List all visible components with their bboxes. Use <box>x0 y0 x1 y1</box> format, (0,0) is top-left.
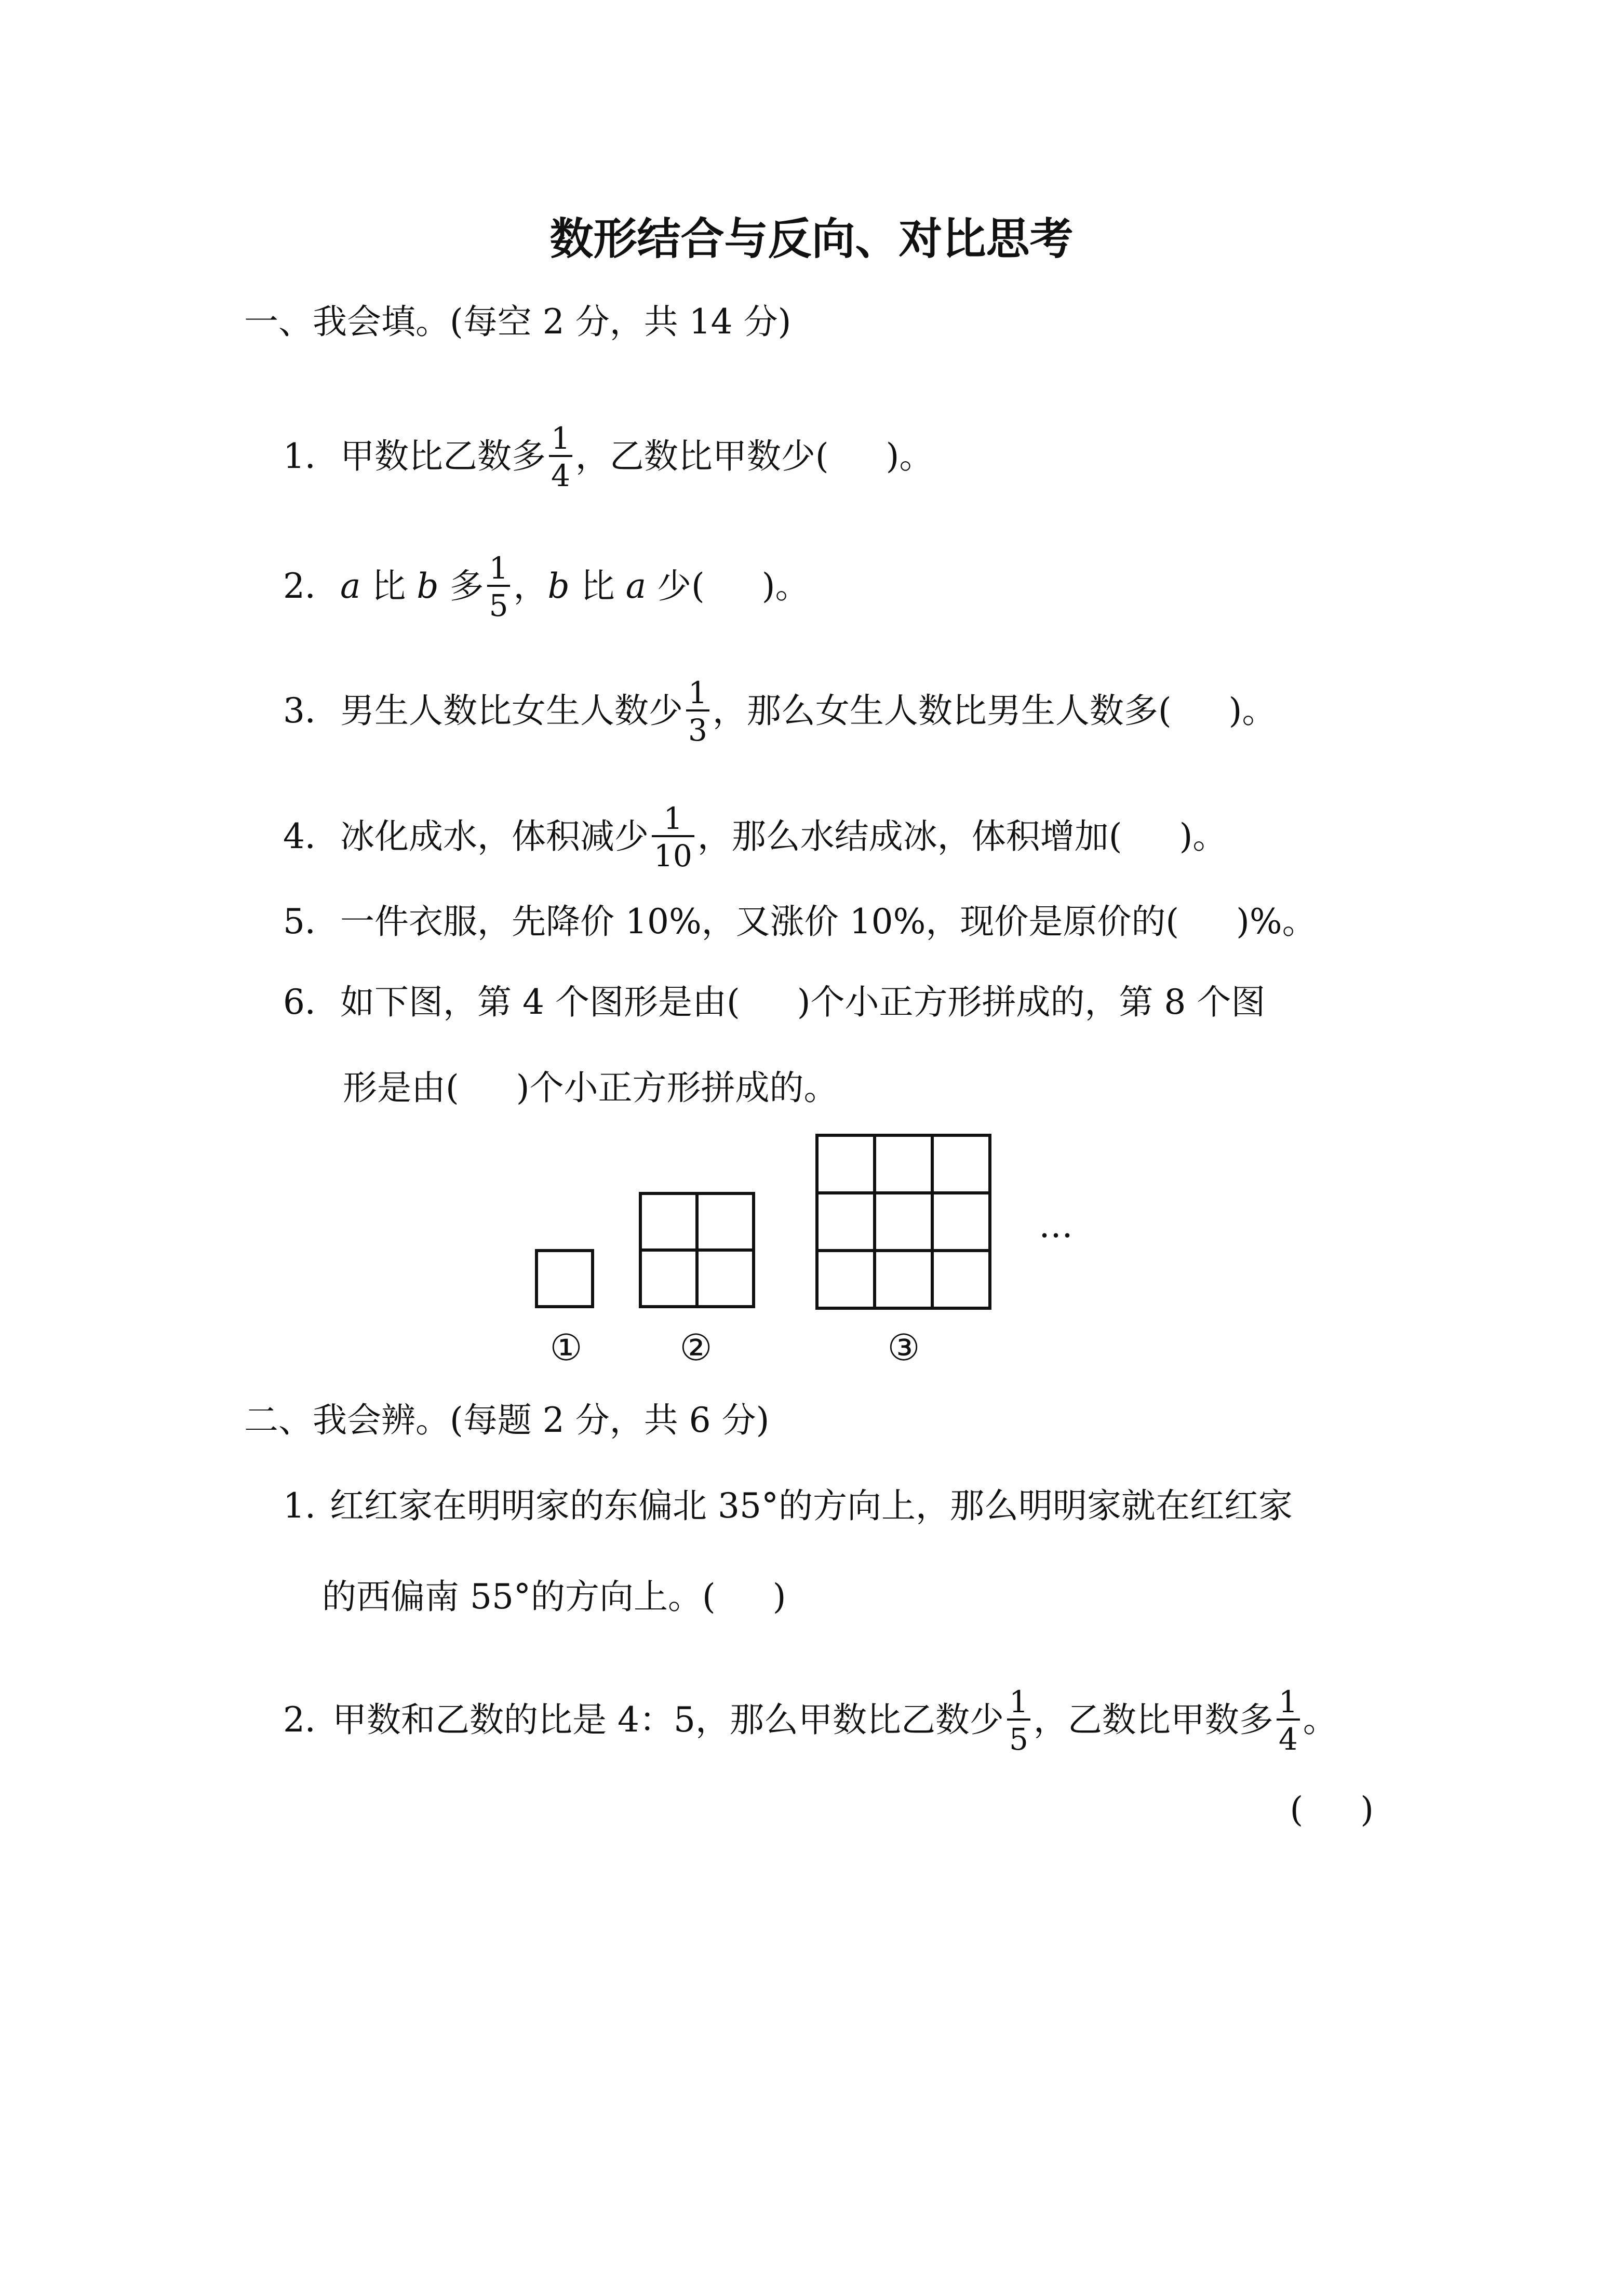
ellipsis: … <box>1039 1205 1073 1245</box>
variable-b: b <box>547 566 570 606</box>
fraction-numerator: 1 <box>663 801 683 836</box>
question-text: 的西偏南 55°的方向上。( <box>322 1577 716 1617</box>
question-number: 1． <box>283 436 339 476</box>
paren-open: ( <box>1290 1790 1304 1830</box>
fraction-denominator: 4 <box>551 458 570 493</box>
question-text: 形是由( <box>343 1068 459 1108</box>
section2-heading: 二、我会辨。(每题 2 分，共 6 分) <box>244 1400 770 1440</box>
figure-label-1: ① <box>549 1326 583 1369</box>
question-text: ， <box>513 566 548 606</box>
question-2-1-line2 <box>322 1574 786 1620</box>
question-number: 3． <box>283 691 339 731</box>
small-square <box>873 1134 934 1194</box>
question-text: 少( <box>646 566 705 606</box>
question-text: ，乙数比甲数少( <box>575 436 829 476</box>
small-square <box>873 1191 934 1252</box>
question-2-1-line1 <box>283 1483 1293 1529</box>
fraction-denominator: 5 <box>489 588 508 623</box>
question-text: 甲数和乙数的比是 4：5，那么甲数比乙数少 <box>332 1700 1004 1740</box>
question-text: 一件衣服，先降价 10%，又涨价 10%，现价是原价的( <box>340 902 1179 942</box>
answer-paren <box>1290 1787 1374 1833</box>
question-text: )%。 <box>1236 902 1317 942</box>
paren-close: ) <box>1360 1790 1374 1830</box>
small-square <box>815 1249 876 1310</box>
question-number: 6． <box>283 982 339 1022</box>
small-square <box>931 1134 991 1194</box>
question-text: ，那么女生人数比男生人数多( <box>712 691 1172 731</box>
variable-a: a <box>340 566 361 606</box>
small-square <box>931 1191 991 1252</box>
figure-label-3: ③ <box>887 1326 920 1369</box>
small-square <box>815 1134 876 1194</box>
question-text: 多 <box>438 566 484 606</box>
question-number: 2． <box>283 566 339 606</box>
variable-a: a <box>625 566 647 606</box>
question-2-2 <box>283 1685 1337 1760</box>
figure-label-2: ② <box>679 1326 713 1369</box>
question-text: 男生人数比女生人数少 <box>340 691 683 731</box>
question-text: 红红家在明明家的东偏北 35°的方向上，那么明明家就在红红家 <box>330 1486 1293 1526</box>
small-square <box>639 1192 699 1252</box>
question-text: 比 <box>569 566 626 606</box>
question-text: )个小正方形拼成的。 <box>516 1068 838 1108</box>
question-number: 4． <box>283 816 339 856</box>
question-text: ，乙数比甲数多 <box>1033 1700 1273 1740</box>
fraction-one-fifth <box>1007 1683 1030 1758</box>
fraction-numerator: 1 <box>551 421 570 456</box>
fraction-denominator: 4 <box>1278 1722 1298 1757</box>
question-text: 冰化成水，体积减少 <box>340 816 649 856</box>
question-text: ) <box>772 1577 786 1617</box>
fraction-numerator: 1 <box>1278 1684 1298 1720</box>
question-text: )。 <box>886 436 934 476</box>
question-number: 5． <box>283 902 339 942</box>
small-square <box>639 1248 699 1308</box>
fraction-denominator: 3 <box>688 713 707 748</box>
small-square <box>815 1191 876 1252</box>
fraction-numerator: 1 <box>489 550 508 586</box>
question-text: ，那么水结成冰，体积增加( <box>697 816 1122 856</box>
question-number: 2． <box>283 1700 339 1740</box>
small-square <box>535 1249 594 1308</box>
section1-heading: 一、我会填。(每空 2 分，共 14 分) <box>244 302 792 342</box>
question-text: )个小正方形拼成的，第 8 个图 <box>797 982 1266 1022</box>
fraction-denominator: 10 <box>654 838 692 874</box>
question-text: 甲数比乙数多 <box>340 436 546 476</box>
small-square <box>695 1248 755 1308</box>
question-text: 。 <box>1303 1700 1337 1740</box>
question-text: )。 <box>761 566 810 606</box>
small-square <box>931 1249 991 1310</box>
fraction-numerator: 1 <box>688 675 707 710</box>
small-square <box>695 1192 755 1252</box>
page-title: 数形结合与反向、对比思考 <box>549 213 1074 264</box>
small-square <box>873 1249 934 1310</box>
question-text: )。 <box>1179 816 1227 856</box>
fraction-denominator: 5 <box>1009 1722 1028 1757</box>
variable-b: b <box>417 566 439 606</box>
question-number: 1. <box>283 1486 316 1526</box>
question-text: 比 <box>360 566 417 606</box>
question-text: 如下图，第 4 个图形是由( <box>340 982 740 1022</box>
fraction-numerator: 1 <box>1009 1684 1028 1720</box>
question-text: )。 <box>1228 691 1277 731</box>
fraction-one-quarter <box>1277 1683 1300 1758</box>
